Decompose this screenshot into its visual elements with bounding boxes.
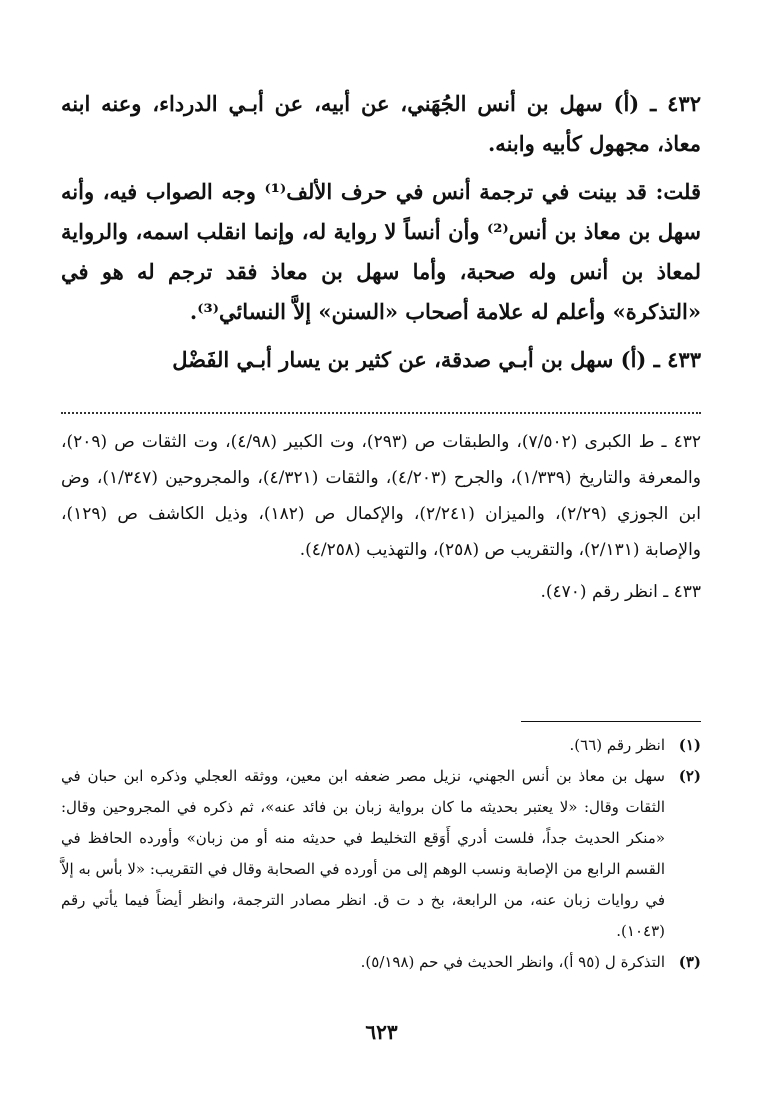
footnotes-section bbox=[61, 730, 701, 978]
footnote-text: انظر رقم (٦٦). bbox=[569, 736, 665, 754]
footnote-rule bbox=[521, 721, 701, 722]
footnote-text: التذكرة ل (٩٥ أ)، وانظر الحديث في حم (٥/١٩٨). bbox=[360, 953, 665, 971]
footnote-text: سهل بن معاذ بن أنس الجهني، نزيل مصر ضعفه ابن معين، ووثقه العجلي وذكره ابن حبان في الثقات وقال: «لا يعتبر بحديثه ما كان برواية زبان بن فائد عنه»، ثم ذكره في المجروحين وقال: «منكر الحديث جداً، فلست أدري أَوَقع التخليط في حديثه منه أو من زبان» وأورده الحافظ في القسم الرابع من الإصابة ونسب الوهم إلى من أورده في الصحابة وقال في التقريب: «لا بأس به إلاَّ في روايات زبان عنه، من الرابعة، بخ د ت ق. انظر مصادر الترجمة، وانظر أيضاً فيما يأتي رقم (١٠٤٣). bbox=[61, 767, 665, 940]
footnote-number: (٢) bbox=[678, 767, 701, 785]
footnote bbox=[61, 761, 701, 947]
entry-432: ٤٣٢ ـ (أ) سهل بن أنس الجُهَني، عن أبيه، عن أبـي الدرداء، وعنه ابنه معاذ، مجهول كأبيه وابنه. bbox=[61, 91, 701, 156]
sources-433: ٤٣٣ ـ انظر رقم (٤٧٠). bbox=[540, 582, 701, 602]
dotted-separator bbox=[61, 412, 701, 418]
sources-432: ٤٣٢ ـ ط الكبرى (٧/٥٠٢)، والطبقات ص (٢٩٣)، وت الكبير (٤/٩٨)، وت الثقات ص (٢٠٩)، والمعرفة والتاريخ (١/٣٣٩)، والجرح (٤/٢٠٣)، والثقات (٤/٣٢١)، والمجروحين (١/٣٤٧)، وض ابن الجوزي (٢/٢٩)، والميزان (٢/٢٤١)، والإكمال ص (١٨٢)، وذيل الكاشف ص (١٢٩)، والإصابة (٢/١٣١)، والتقريب ص (٢٥٨)، والتهذيب (٤/٢٥٨). bbox=[61, 432, 702, 560]
footnote-number: (١) bbox=[678, 736, 701, 754]
entry-433: ٤٣٣ ـ (أ) سهل بن أبـي صدقة، عن كثير بن يسار أبـي الفَضْل bbox=[172, 347, 701, 372]
commentary-paragraph: قلت: قد بينت في ترجمة أنس في حرف الألف⁽¹⁾ وجه الصواب فيه، وأنه سهل بن معاذ بن أنس⁽²⁾ وأن أنساً لا رواية له، وإنما انقلب اسمه، والرواية لمعاذ بن أنس وله صحبة، وأما سهل بن معاذ فقد ترجم له هو في «التذكرة» وأعلم له علامة أصحاب «السنن» إلاَّ النسائي⁽³⁾. bbox=[61, 179, 702, 324]
footnote bbox=[61, 947, 701, 978]
main-text bbox=[61, 84, 701, 380]
page-number: ٦٢٣ bbox=[365, 1020, 398, 1044]
footnote bbox=[61, 730, 701, 761]
sources-section bbox=[61, 424, 701, 610]
footnote-number: (٣) bbox=[678, 953, 701, 971]
